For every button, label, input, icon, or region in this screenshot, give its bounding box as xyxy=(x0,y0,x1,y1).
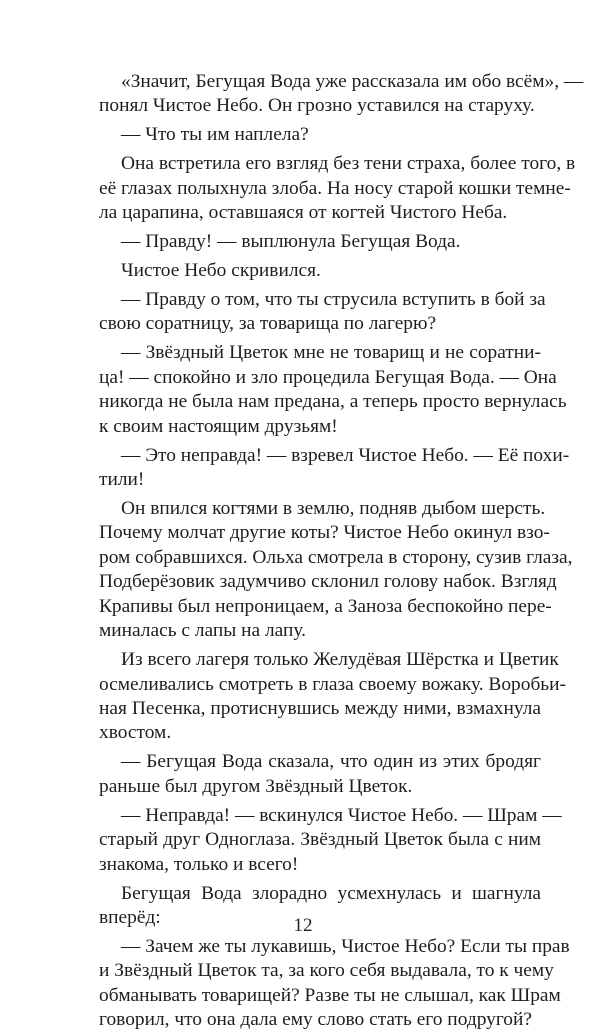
text-line: осмеливались смотреть в глаза своему вожаку. Воробьи- xyxy=(99,673,566,695)
text-line: говорил, что она дала ему слово стать его подругой? xyxy=(99,1009,532,1031)
text-line: её глазах полыхнула злоба. На носу старой кошки темне- xyxy=(99,177,571,199)
paragraph xyxy=(99,648,566,746)
text-line: — Правду о том, что ты струсила вступить в бой за xyxy=(121,289,546,310)
text-line: и Звёздный Цветок та, за кого себя выдавала, то к чему xyxy=(99,960,554,982)
text-line: никогда не была нам предана, а теперь просто вернулась xyxy=(99,391,567,413)
paragraph xyxy=(99,123,541,147)
paragraph xyxy=(99,750,541,799)
text-line: хвостом. xyxy=(99,722,172,744)
text-line: Из всего лагеря только Желудёвая Шёрстка и Цветик xyxy=(121,649,559,671)
text-line: Подберёзовик задумчиво склонил голову набок. Взгляд xyxy=(99,571,557,593)
text-line: старый друг Одноглаза. Звёздный Цветок была с ним xyxy=(99,829,541,851)
text-line: — Правду! — выплюнула Бегущая Вода. xyxy=(121,231,461,253)
text-line: тили! xyxy=(99,469,145,491)
paragraph xyxy=(99,288,546,337)
text-line: — Зачем же ты лукавишь, Чистое Небо? Если ты прав xyxy=(121,935,570,957)
text-line: — Звёздный Цветок мне не товарищ и не соратни- xyxy=(121,342,541,364)
text-line: Бегущая Вода злорадно усмехнулась и шагнула xyxy=(121,882,541,904)
text-line: ца! — спокойно и зло процедила Бегущая Вода. — Она xyxy=(99,366,557,388)
paragraph xyxy=(99,70,584,119)
text-line: раньше был другом Звёздный Цветок. xyxy=(99,775,413,797)
text-line: «Значит, Бегущая Вода уже рассказала им обо всём», — xyxy=(121,71,584,92)
text-line: ная Песенка, протиснувшись между ними, взмахнула xyxy=(99,698,541,719)
paragraph xyxy=(99,341,567,439)
page-number: 12 xyxy=(293,915,313,936)
text-line: вперёд: xyxy=(99,907,161,928)
text-line: — Бегущая Вода сказала, что один из этих бродяг xyxy=(121,751,541,773)
text-line: обманывать товарищей? Разве ты не слышал, как Шрам xyxy=(99,984,561,1006)
text-line: — Это неправда! — взревел Чистое Небо. — Её похи- xyxy=(121,444,570,466)
text-line: понял Чистое Небо. Он грозно уставился на старуху. xyxy=(99,95,535,117)
text-line: свою соратницу, за товарища по лагерю? xyxy=(99,313,437,335)
text-line: Почему молчат другие коты? Чистое Небо окинул взо- xyxy=(99,522,550,544)
text-line: знакома, только и всего! xyxy=(99,853,299,875)
paragraph xyxy=(99,444,570,493)
paragraph xyxy=(99,935,570,1033)
body-text xyxy=(99,70,584,1033)
paragraph xyxy=(99,230,541,254)
text-line: — Неправда! — вскинулся Чистое Небо. — Шрам — xyxy=(121,804,562,826)
text-line: ром собравшихся. Ольха смотрела в сторону, сузив глаза, xyxy=(99,546,573,568)
text-line: к своим настоящим друзьям! xyxy=(99,415,338,437)
text-line: Чистое Небо скривился. xyxy=(121,260,321,282)
paragraph xyxy=(99,804,562,877)
paragraph xyxy=(99,259,541,283)
text-line: — Что ты им наплела? xyxy=(121,124,309,146)
paragraph xyxy=(99,152,576,225)
paragraph xyxy=(99,497,573,644)
text-line: Крапивы был непроницаем, а Заноза беспокойно пере- xyxy=(99,595,552,617)
text-line: миналась с лапы на лапу. xyxy=(99,620,306,642)
text-line: Он впился когтями в землю, подняв дыбом шерсть. xyxy=(121,498,546,519)
text-line: ла царапина, оставшаяся от когтей Чистого Неба. xyxy=(99,202,508,224)
text-line: Она встретила его взгляд без тени страха, более того, в xyxy=(121,153,576,175)
